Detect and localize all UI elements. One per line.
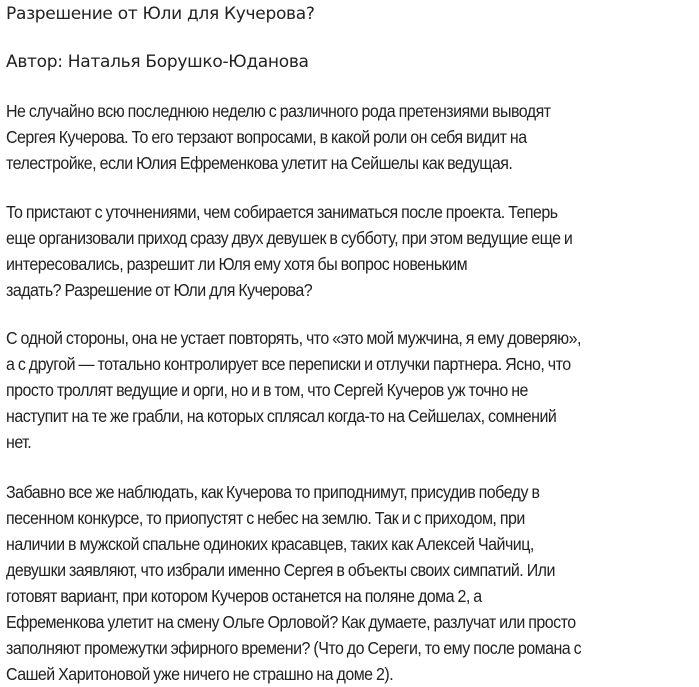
paragraph-line: Не случайно всю последнюю неделю с различного рода претензиями выводят <box>6 101 551 121</box>
paragraph-3 <box>6 325 694 455</box>
paragraph-line: песенном конкурсе, то приопустят с небес на землю. Так и с приходом, при <box>6 508 525 528</box>
paragraph-line: нет. <box>6 432 32 452</box>
paragraph-1 <box>6 98 694 176</box>
paragraph-line: наличии в мужской спальне одиноких красавцев, таких как Алексей Чайчиц, <box>6 534 534 554</box>
article-author: Автор: Наталья Борушко-Юданова <box>6 52 309 72</box>
paragraph-line: Ефременкова улетит на смену Ольге Орловой? Как думаете, разлучат или просто <box>6 612 576 632</box>
article-title: Разрешение от Юли для Кучерова? <box>6 4 315 24</box>
paragraph-line: телестройке, если Юлия Ефременкова улетит на Сейшелы как ведущая. <box>6 153 513 173</box>
paragraph-line: Сашей Харитоновой уже ничего не страшно на доме 2). <box>6 664 394 684</box>
paragraph-line: а с другой — тотально контролирует все переписки и отлучки партнера. Ясно, что <box>6 354 571 374</box>
paragraph-line: С одной стороны, она не устает повторять, что «это мой мужчина, я ему доверяю», <box>6 328 581 348</box>
paragraph-line: просто троллят ведущие и орги, но и в том, что Сергей Кучеров уж точно не <box>6 380 528 400</box>
paragraph-line: наступит на те же грабли, на которых сплясал когда-то на Сейшелах, сомнений <box>6 406 557 426</box>
paragraph-2 <box>6 199 694 303</box>
paragraph-line: задать? Разрешение от Юли для Кучерова? <box>6 280 313 300</box>
paragraph-line: заполняют промежутки эфирного времени? (Что до Сереги, то ему после романа с <box>6 638 582 658</box>
paragraph-line: То пристают с уточнениями, чем собирается заниматься после проекта. Теперь <box>6 202 558 222</box>
paragraph-line: Забавно все же наблюдать, как Кучерова то приподнимут, присудив победу в <box>6 482 540 502</box>
paragraph-4 <box>6 479 694 687</box>
paragraph-line: Сергея Кучерова. То его терзают вопросами, в какой роли он себя видит на <box>6 127 527 147</box>
paragraph-line: девушки заявляют, что избрали именно Сергея в объекты своих симпатий. Или <box>6 560 555 580</box>
paragraph-line: интересовались, разрешит ли Юля ему хотя бы вопрос новеньким <box>6 254 468 274</box>
paragraph-line: готовят вариант, при котором Кучеров останется на поляне дома 2, а <box>6 586 482 606</box>
paragraph-line: еще организовали приход сразу двух девушек в субботу, при этом ведущие еще и <box>6 228 573 248</box>
